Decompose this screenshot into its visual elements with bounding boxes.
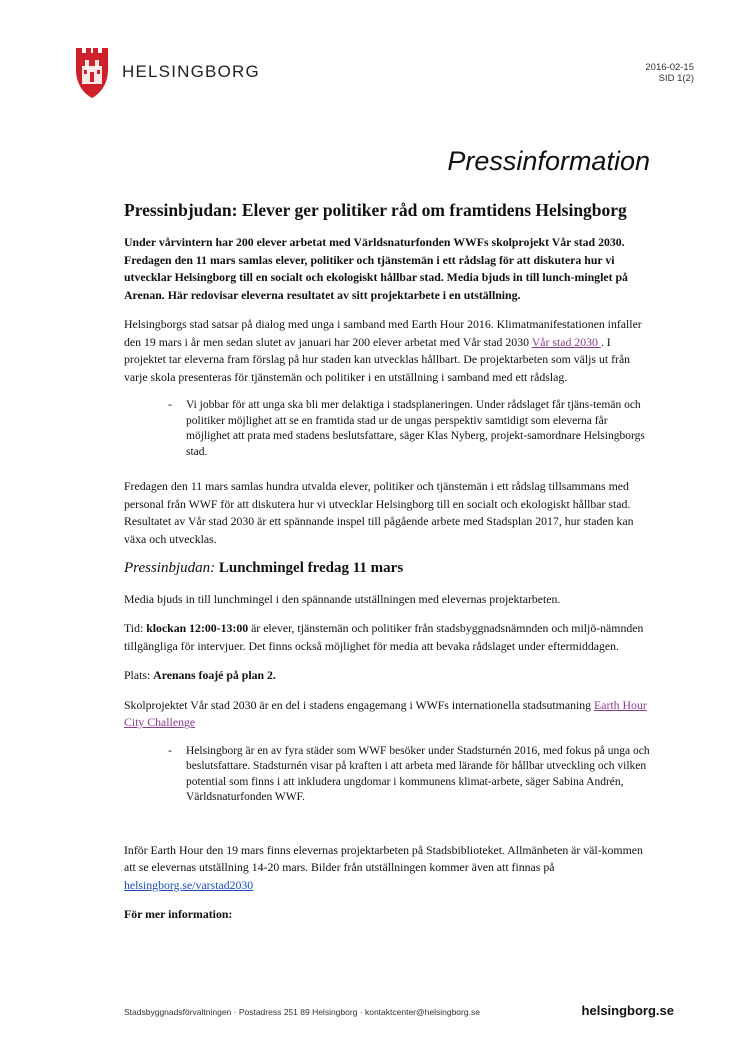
document-date: 2016-02-15 [645,62,694,73]
quote-text: Helsingborg är en av fyra städer som WWF besöker under Stadsturnén 2016, med fokus på unga och beslutsfattare. Stadsturnén visar på kraften i att arbeta med lärande för hållbar utveckling och vilken potential som finns i att inkludera ungdomar i kommunens klimat-arbete, säger Sabina Andrén, Världsnaturfonden WWF. [186,744,650,803]
lead-paragraph: Under vårvintern har 200 elever arbetat med Världsnaturfonden WWFs skolprojekt Vår stad 2030. Fredagen den 11 mars samlas elever, politiker och tjänstemän i ett rådslag för att diskutera hur vi utvecklar Helsingborg till en socialt och ekologiskt hållbar stad. Media bjuds in till lunch-minglet på Arenan. Här redovisar eleverna resultatet av sitt projektarbete i en utställning. [124,235,628,302]
challenge-text: Skolprojektet Vår stad 2030 är en del i stadens engagemang i WWFs internationella stadsutmaning [124,697,595,712]
press-title: Pressinbjudan: Elever ger politiker råd om framtidens Helsingborg [124,200,627,220]
time-value: klockan 12:00-13:00 [146,621,249,635]
paragraph-challenge [124,697,654,732]
page-number: SID 1(2) [658,73,694,84]
varstad2030-url-link[interactable]: helsingborg.se/varstad2030 [124,877,254,892]
var-stad-2030-link[interactable]: Vår stad 2030 [531,334,601,349]
document-type-heading: Pressinformation [447,146,650,176]
document-meta [645,62,694,84]
quote-text: Vi jobbar för att unga ska bli mer delaktiga i stadsplaneringen. Under rådslaget får tjäns-temän och politiker möjlighet att se en framtida stad ur de ungas perspektiv samtidigt som eleverna får möjlighet att prata med stadens beslutsfattare, säger Klas Nyberg, projekt-samordnare Helsingborgs stad. [186,399,645,458]
article-body [124,234,654,936]
place-label: Plats: [124,668,154,682]
quote-klas-nyberg [124,398,654,460]
event-subheading [124,560,654,578]
paragraph-time [124,620,654,655]
paragraph-radslag: Fredagen den 11 mars samlas hundra utvalda elever, politiker och tjänstemän i ett rådslag tillsammans med personal från WWF för att diskutera hur vi utvecklar Helsingborg till en socialt och ekologiskt hållbar stad. Resultatet av Vår stad 2030 är ett spännande inspel till pågående arbete med Stadsplan 2017, hur staden kan växa och utvecklas. [124,479,634,546]
brand-name: HELSINGBORG [122,62,260,81]
exhibition-text: Inför Earth Hour den 19 mars finns elevernas projektarbeten på Stadsbiblioteket. Allmänheten är väl-kommen att se elevernas utställning 14-20 mars. Bilder från utställningen kommer även att finnas på [124,842,643,874]
more-info-heading: För mer information: [124,907,233,921]
earth-hour-city-challenge-link[interactable]: Earth Hour City Challenge [124,697,647,729]
paragraph-intro-text: Helsingborgs stad satsar på dialog med unga i samband med Earth Hour 2016. Klimatmanifestationen infaller den 19 mars i år men sedan slutet av januari har 200 elever arbetat med Vår stad 2030 [124,317,642,349]
bullet-dash: - [168,399,172,411]
footer-website[interactable]: helsingborg.se [581,1003,674,1018]
place-value: Arenans foajé på plan 2. [153,668,276,682]
subheading-prefix: Pressinbjudan: [124,560,216,576]
paragraph-intro-rest: . I projektet tar eleverna fram förslag på hur staden kan utvecklas hållbart. De projektarbeten som väljs ut från varje skola presenteras för tjänstemän och politiker i en utställning i samband med ett rådslag. [124,334,631,384]
paragraph-exhibition [124,842,654,895]
subheading-title: Lunchmingel fredag 11 mars [218,560,404,576]
paragraph-intro [124,316,654,386]
paragraph-invite: Media bjuds in till lunchmingel i den spännande utställningen med elevernas projektarbeten. [124,591,561,606]
footer-address: Stadsbyggnadsförvaltningen · Postadress 251 89 Helsingborg · kontaktcenter@helsingborg.se [124,1007,480,1017]
time-label: Tid: [124,621,147,635]
quote-sabina-andren [124,744,654,806]
time-details: är elever, tjänstemän och politiker från stadsbyggnadsnämnden och miljö-nämnden tillgängliga för intervjuer. Det finns också möjlighet för media att bevaka rådslaget under eftermiddagen. [124,621,644,653]
bullet-dash: - [168,744,172,757]
paragraph-place [124,667,654,685]
helsingborg-crest-logo [74,44,110,100]
